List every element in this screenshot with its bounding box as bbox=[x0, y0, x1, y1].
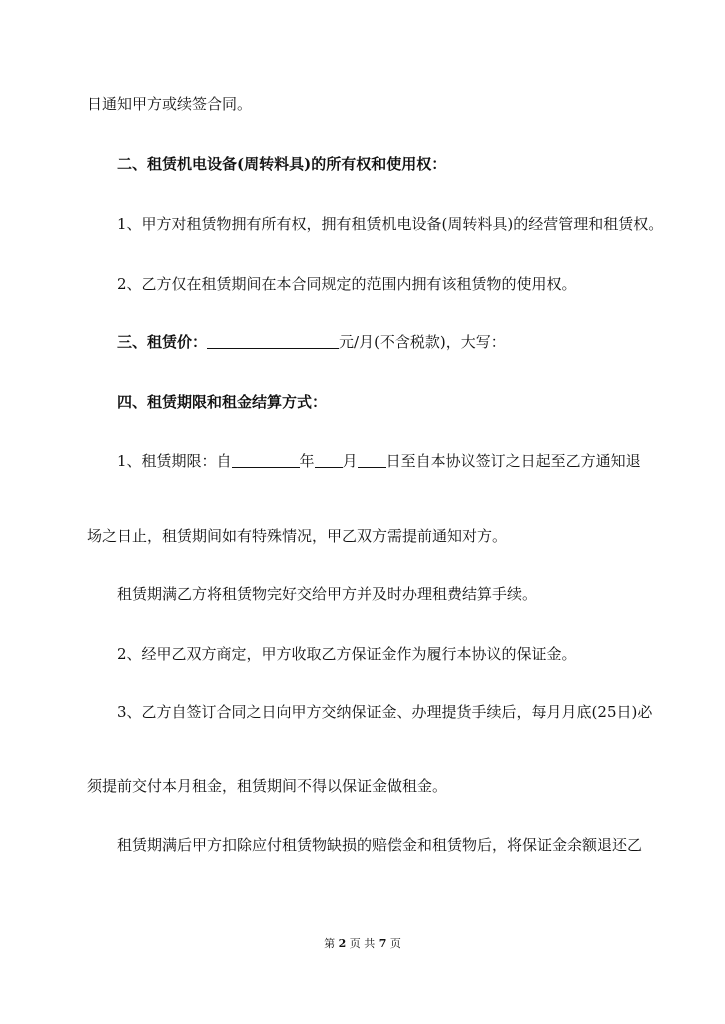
month-blank bbox=[315, 453, 343, 468]
heading-3-prefix: 三、租赁价： bbox=[117, 333, 208, 351]
paragraph-4-1 bbox=[117, 451, 641, 471]
paragraph-4-2: 2、经甲乙双方商定，甲方收取乙方保证金作为履行本协议的保证金。 bbox=[117, 645, 577, 663]
term-end-text: 日至自本协议签订之日起至乙方通知退 bbox=[385, 452, 641, 470]
section-heading-4: 四、租赁期限和租金结算方式： bbox=[117, 393, 328, 411]
footer-middle: 页 共 bbox=[349, 937, 376, 950]
paragraph-4-1-return: 租赁期满乙方将租赁物完好交给甲方并及时办理租费结算手续。 bbox=[117, 585, 538, 603]
paragraph-4-1-continued: 场之日止，租赁期间如有特殊情况，甲乙双方需提前通知对方。 bbox=[87, 527, 508, 545]
footer-suffix: 页 bbox=[389, 937, 401, 950]
paragraph-4-3-refund: 租赁期满后甲方扣除应付租赁物缺损的赔偿金和租赁物后，将保证金余额退还乙 bbox=[117, 836, 643, 854]
text-line: 日通知甲方或续签合同。 bbox=[87, 95, 253, 113]
total-page-count: 7 bbox=[378, 937, 387, 950]
price-blank bbox=[207, 334, 339, 349]
footer-prefix: 第 bbox=[324, 937, 336, 950]
paragraph-4-3-continued: 须提前交付本月租金，租赁期间不得以保证金做租金。 bbox=[87, 777, 448, 795]
paragraph-4-3: 3、乙方自签订合同之日向甲方交纳保证金、办理提货手续后，每月月底(25日)必 bbox=[117, 703, 653, 721]
term-start-label: 1、租赁期限：自 bbox=[117, 452, 232, 470]
day-blank bbox=[358, 453, 386, 468]
page-footer bbox=[0, 936, 725, 952]
heading-3-suffix: 元/月(不含税款)，大写： bbox=[339, 333, 506, 351]
current-page-number: 2 bbox=[338, 937, 347, 950]
section-heading-2: 二、租赁机电设备(周转料具)的所有权和使用权： bbox=[117, 155, 447, 173]
year-blank bbox=[232, 453, 300, 468]
paragraph-2-2: 2、乙方仅在租赁期间在本合同规定的范围内拥有该租赁物的使用权。 bbox=[117, 275, 577, 293]
month-label: 月 bbox=[342, 452, 358, 470]
year-label: 年 bbox=[299, 452, 315, 470]
paragraph-2-1: 1、甲方对租赁物拥有所有权，拥有租赁机电设备(周转料具)的经营管理和租赁权。 bbox=[117, 215, 664, 233]
section-heading-3 bbox=[117, 332, 506, 352]
